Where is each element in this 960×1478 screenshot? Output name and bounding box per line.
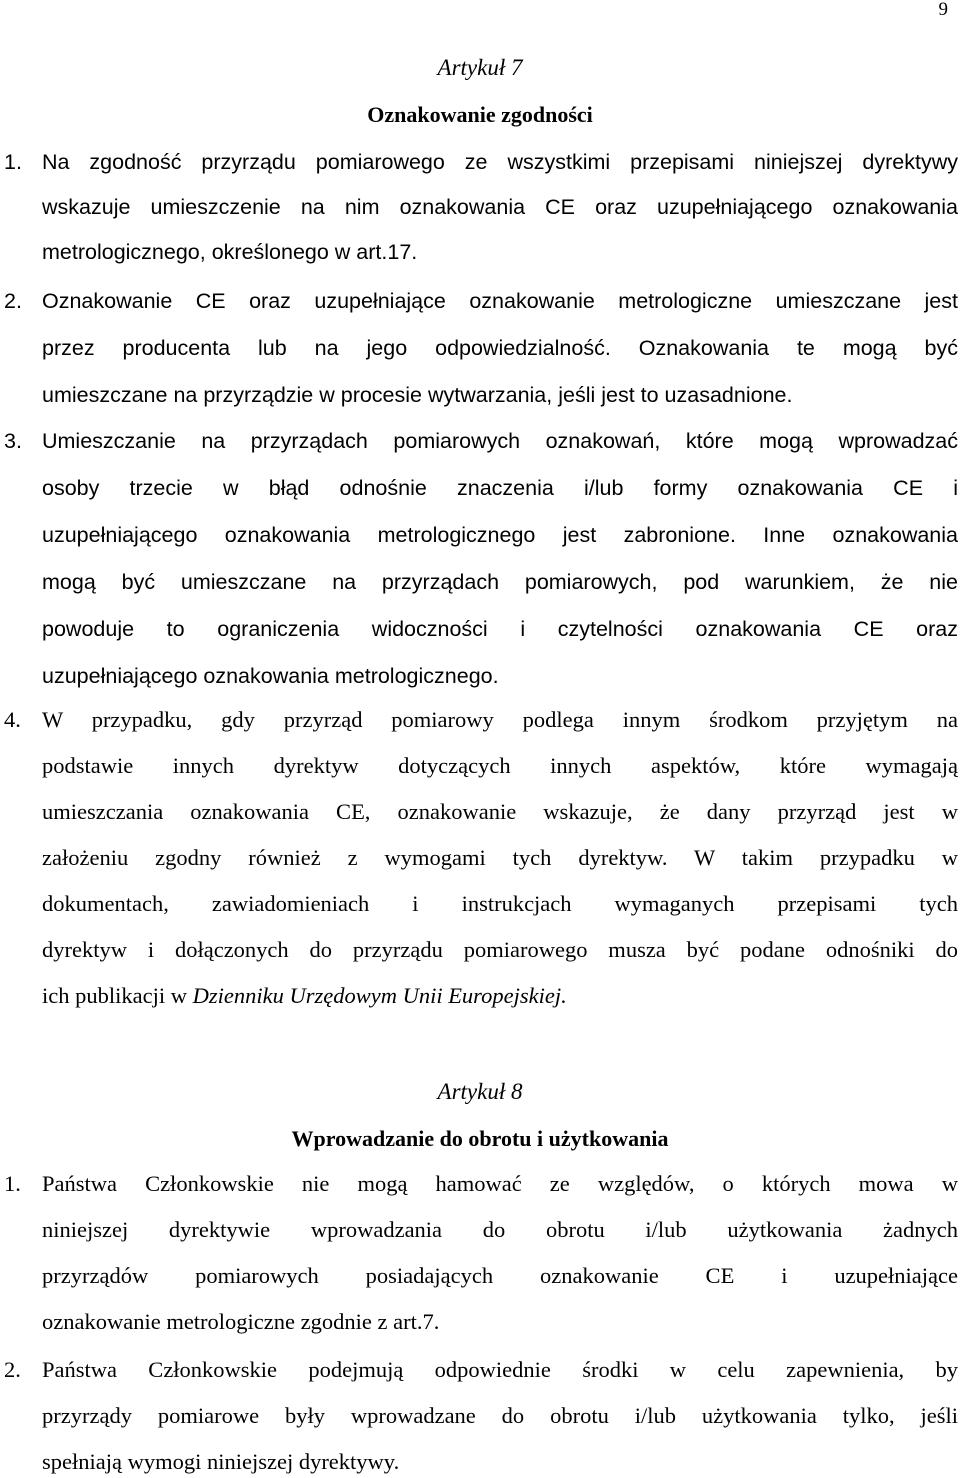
text-line: umieszczania oznakowania CE, oznakowanie wskazuje, że dany przyrząd jest w xyxy=(42,799,958,824)
text-line: przez producenta lub na jego odpowiedzialność. Oznakowania te mogą być xyxy=(42,336,958,360)
text-line: powoduje to ograniczenia widoczności i czytelności oznakowania CE oraz xyxy=(42,617,958,641)
paragraph-number: 4. xyxy=(4,707,21,732)
paragraph-number: 3. xyxy=(4,429,22,453)
article-7-title: Artykuł 7 xyxy=(437,55,523,80)
journal-name: Dzienniku Urzędowym Unii Europejskiej. xyxy=(192,983,567,1008)
paragraph-number: 2. xyxy=(4,1357,21,1382)
text-line: niniejszej dyrektywie wprowadzania do obrotu i/lub użytkowania żadnych xyxy=(42,1217,958,1242)
text-line: przyrządy pomiarowe były wprowadzane do obrotu i/lub użytkowania tylko, jeśli xyxy=(42,1403,958,1428)
text-line: uzupełniającego oznakowania metrologicznego jest zabronione. Inne oznakowania xyxy=(42,523,958,547)
paragraph-number: 1. xyxy=(4,150,22,174)
paragraph-number: 2. xyxy=(4,289,22,313)
text-line: Na zgodność przyrządu pomiarowego ze wszystkimi przepisami niniejszej dyrektywy xyxy=(42,150,958,174)
text-line: metrologicznego, określonego w art.17. xyxy=(42,240,418,264)
text-line: przyrządów pomiarowych posiadających oznakowanie CE i uzupełniające xyxy=(42,1263,958,1288)
article-8-heading: Wprowadzanie do obrotu i użytkowania xyxy=(291,1126,669,1151)
text-line xyxy=(42,982,958,1010)
text-line: spełniają wymogi niniejszej dyrektywy. xyxy=(42,1449,400,1474)
text-line: dyrektyw i dołączonych do przyrządu pomiarowego musza być podane odnośniki do xyxy=(42,937,958,962)
paragraph-number: 1. xyxy=(4,1171,21,1196)
text-line: Umieszczanie na przyrządach pomiarowych oznakowań, które mogą wprowadzać xyxy=(42,429,958,453)
text-line: dokumentach, zawiadomieniach i instrukcjach wymaganych przepisami tych xyxy=(42,891,958,916)
page-number: 9 xyxy=(938,0,948,20)
text-line: wskazuje umieszczenie na nim oznakowania CE oraz uzupełniającego oznakowania xyxy=(42,195,958,219)
text-line-prefix: ich publikacji w xyxy=(42,983,193,1008)
article-7-heading: Oznakowanie zgodności xyxy=(367,102,593,127)
text-line: mogą być umieszczane na przyrządach pomiarowych, pod warunkiem, że nie xyxy=(42,570,958,594)
text-line: założeniu zgodny również z wymogami tych dyrektyw. W takim przypadku w xyxy=(42,845,958,870)
article-8-title: Artykuł 8 xyxy=(437,1079,523,1104)
text-line: uzupełniającego oznakowania metrologicznego. xyxy=(42,664,499,688)
text-line: oznakowanie metrologiczne zgodnie z art.7. xyxy=(42,1309,440,1334)
text-line: Państwa Członkowskie podejmują odpowiednie środki w celu zapewnienia, by xyxy=(42,1357,958,1382)
text-line: osoby trzecie w błąd odnośnie znaczenia i/lub formy oznakowania CE i xyxy=(42,476,958,500)
text-line: umieszczane na przyrządzie w procesie wytwarzania, jeśli jest to uzasadnione. xyxy=(42,383,793,407)
text-line: Państwa Członkowskie nie mogą hamować ze względów, o których mowa w xyxy=(42,1171,958,1196)
text-line: W przypadku, gdy przyrząd pomiarowy podlega innym środkom przyjętym na xyxy=(42,707,958,732)
text-line: Oznakowanie CE oraz uzupełniające oznakowanie metrologiczne umieszczane jest xyxy=(42,289,958,313)
text-line: podstawie innych dyrektyw dotyczących innych aspektów, które wymagają xyxy=(42,753,958,778)
